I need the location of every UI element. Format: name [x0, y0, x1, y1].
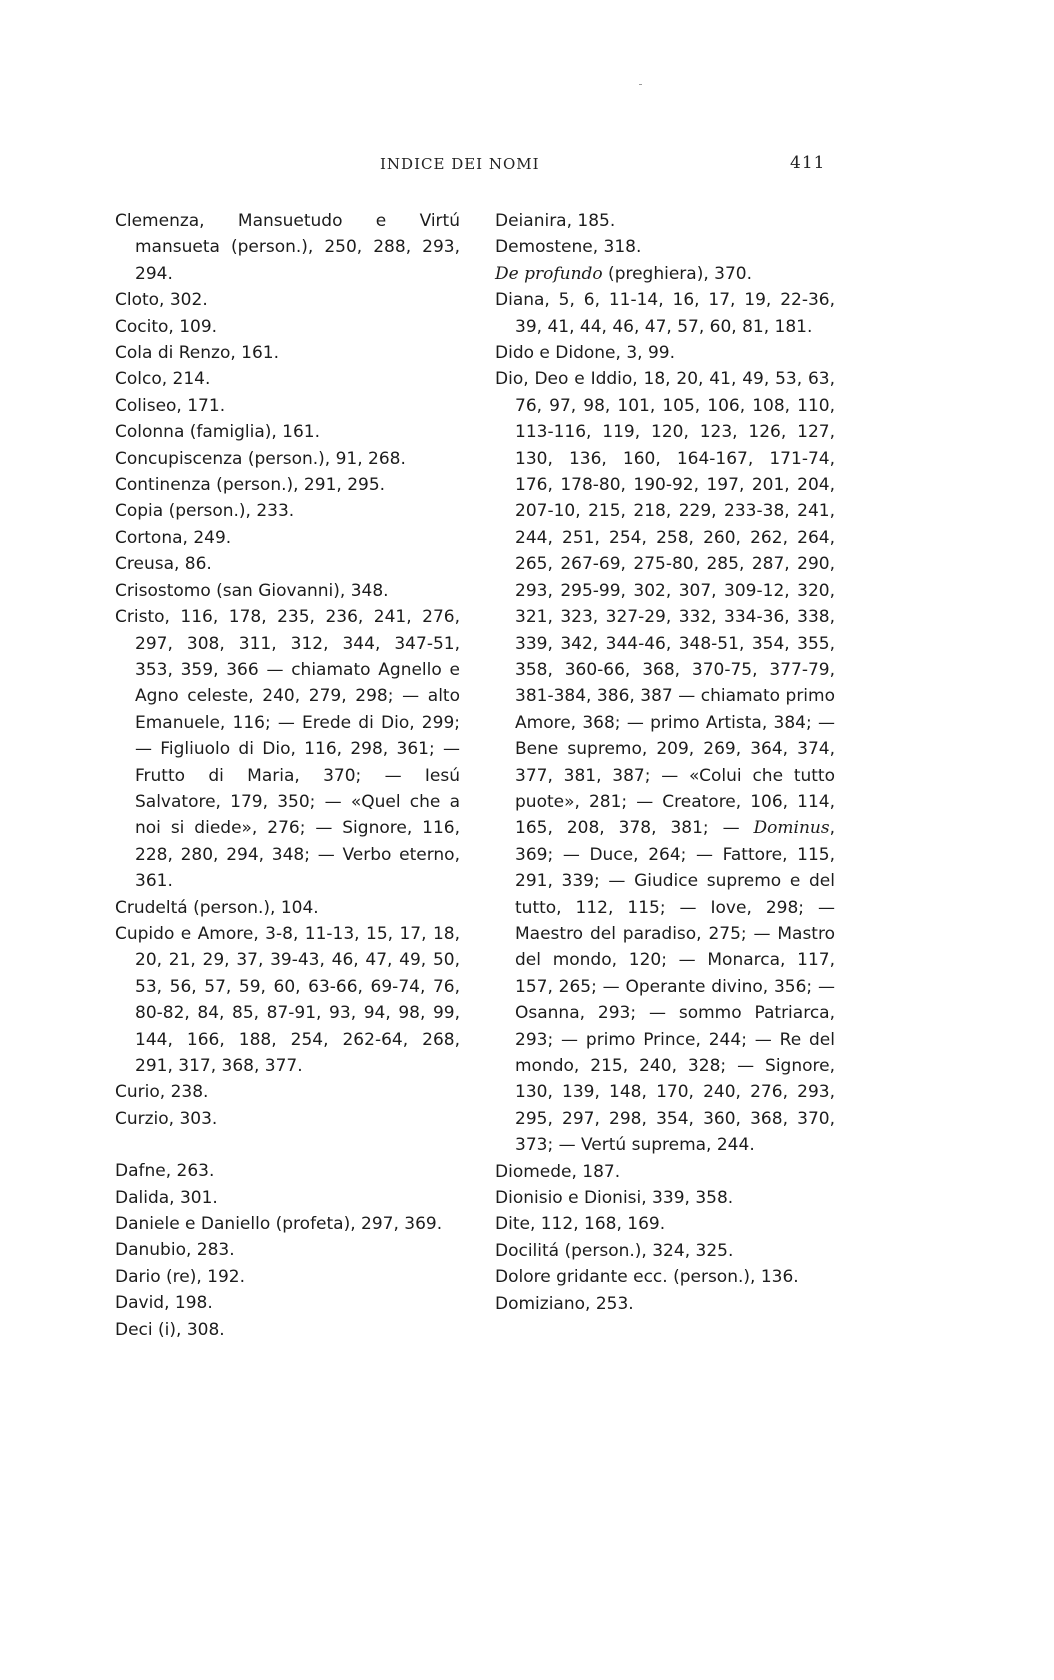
- index-entry: Dido e Didone, 3, 99.: [495, 343, 675, 364]
- index-entry: Curzio, 303.: [115, 1108, 218, 1129]
- index-entry: Danubio, 283.: [115, 1240, 235, 1261]
- index-entry: Cortona, 249.: [115, 527, 232, 548]
- index-entry: Cloto, 302.: [115, 290, 208, 311]
- index-entry: Deianira, 185.: [495, 211, 616, 231]
- entry-text: (preghiera), 370.: [602, 263, 753, 284]
- index-entry-cristo: Cristo, 116, 178, 235, 236, 241, 276, 297, 308, 311, 312, 344, 347-51, 353, 359, 366 — chiamato Agnello e Agno celeste, 240, 279, 298; — alto Emanuele, 116; — Erede di Dio, 299; — Figliuolo di Dio, 116, 298, 361; — Frutto di Maria, 370; — Iesú Salvatore, 179, 350; — «Quel che a noi si diede», 276; — Signore, 116, 228, 280, 294, 348; — Verbo eterno, 361.: [115, 607, 460, 892]
- index-entry: Dolore gridante ecc. (person.), 136.: [495, 1267, 799, 1288]
- index-entry: Docilitá (person.), 324, 325.: [495, 1240, 734, 1261]
- left-column: [115, 208, 460, 1343]
- page-number: 411: [790, 153, 826, 173]
- index-entry: Concupiscenza (person.), 91, 268.: [115, 448, 406, 469]
- index-entry: Dafne, 263.: [115, 1161, 215, 1182]
- index-entry-cupido: Cupido e Amore, 3-8, 11-13, 15, 17, 18, 20, 21, 29, 37, 39-43, 46, 47, 49, 50, 53, 56, 57, 59, 60, 63-66, 69-74, 76, 80-82, 84, 85, 87-91, 93, 94, 98, 99, 144, 166, 188, 254, 262-64, 268, 291, 317, 368, 377.: [115, 923, 460, 1076]
- index-entry: Clemenza, Mansuetudo e Virtú mansueta (person.), 250, 288, 293, 294.: [115, 211, 460, 284]
- index-entry: Deci (i), 308.: [115, 1319, 225, 1340]
- index-entry-dio: [495, 366, 835, 1158]
- index-entry: Dario (re), 192.: [115, 1266, 246, 1287]
- index-entry: Dalida, 301.: [115, 1187, 218, 1208]
- italic-title: De profundo: [495, 263, 603, 284]
- italic-title: Dominus: [753, 818, 830, 839]
- index-entry: Cola di Renzo, 161.: [115, 343, 279, 364]
- index-entry: Colco, 214.: [115, 369, 211, 390]
- index-entry-diana: Diana, 5, 6, 11-14, 16, 17, 19, 22-36, 39, 41, 44, 46, 47, 57, 60, 81, 181.: [495, 290, 835, 337]
- right-column: [495, 208, 835, 1317]
- index-entry: Colonna (famiglia), 161.: [115, 422, 321, 443]
- index-entry: David, 198.: [115, 1293, 213, 1314]
- running-title: INDICE DEI NOMI: [380, 155, 540, 173]
- index-entry: Diomede, 187.: [495, 1161, 621, 1182]
- entry-text: Dio, Deo e Iddio, 18, 20, 41, 49, 53, 63, 76, 97, 98, 101, 105, 106, 108, 110, 113-116, 119, 120, 123, 126, 127, 130, 136, 160, 164-167, 171-74, 176, 178-80, 190-92, 197, 201, 204, 207-10, 215, 218, 229, 233-38, 241, 244, 251, 254, 258, 260, 262, 264, 265, 267-69, 275-80, 285, 287, 290, 293, 295-99, 302, 307, 309-12, 320, 321, 323, 327-29, 332, 334-36, 338, 339, 342, 344-46, 348-51, 354, 355, 358, 360-66, 368, 370-75, 377-79, 381-384, 386, 387 — chiamato primo Amore, 368; — primo Artista, 384; — Bene supremo, 209, 269, 364, 374, 377, 381, 387; — «Colui che tutto puote», 281; — Creatore, 106, 114, 165, 208, 378, 381; —: [495, 369, 835, 839]
- index-entry: Creusa, 86.: [115, 554, 212, 575]
- entry-text: , 369; — Duce, 264; — Fattore, 115, 291, 339; — Giudice supremo e del tutto, 112, 115; — Iove, 298; — Maestro del paradiso, 275; — Mastro del mondo, 120; — Monarca, 117, 157, 265; — Operante divino, 356; — Osanna, 293; — sommo Patriarca, 293; — primo Prince, 244; — Re del mondo, 215, 240, 328; — Signore, 130, 139, 148, 170, 240, 276, 293, 295, 297, 298, 354, 360, 368, 370, 373; — Vertú suprema, 244.: [515, 818, 835, 1156]
- index-entry: Demostene, 318.: [495, 237, 642, 258]
- index-entry-de-profundo: [495, 261, 835, 287]
- section-gap: [115, 1132, 460, 1158]
- index-entry: Dionisio e Dionisi, 339, 358.: [495, 1188, 734, 1209]
- index-entry: Coliseo, 171.: [115, 395, 226, 416]
- index-entry: Crudeltá (person.), 104.: [115, 897, 319, 918]
- index-entry: Daniele e Daniello (profeta), 297, 369.: [115, 1214, 443, 1235]
- page-mark: [639, 84, 642, 85]
- index-entry: Crisostomo (san Giovanni), 348.: [115, 580, 389, 601]
- index-entry: Cocito, 109.: [115, 316, 218, 337]
- index-entry: Curio, 238.: [115, 1082, 209, 1103]
- index-entry: Domiziano, 253.: [495, 1293, 634, 1314]
- index-entry: Copia (person.), 233.: [115, 501, 295, 522]
- index-entry: Dite, 112, 168, 169.: [495, 1214, 666, 1235]
- index-entry: Continenza (person.), 291, 295.: [115, 475, 386, 496]
